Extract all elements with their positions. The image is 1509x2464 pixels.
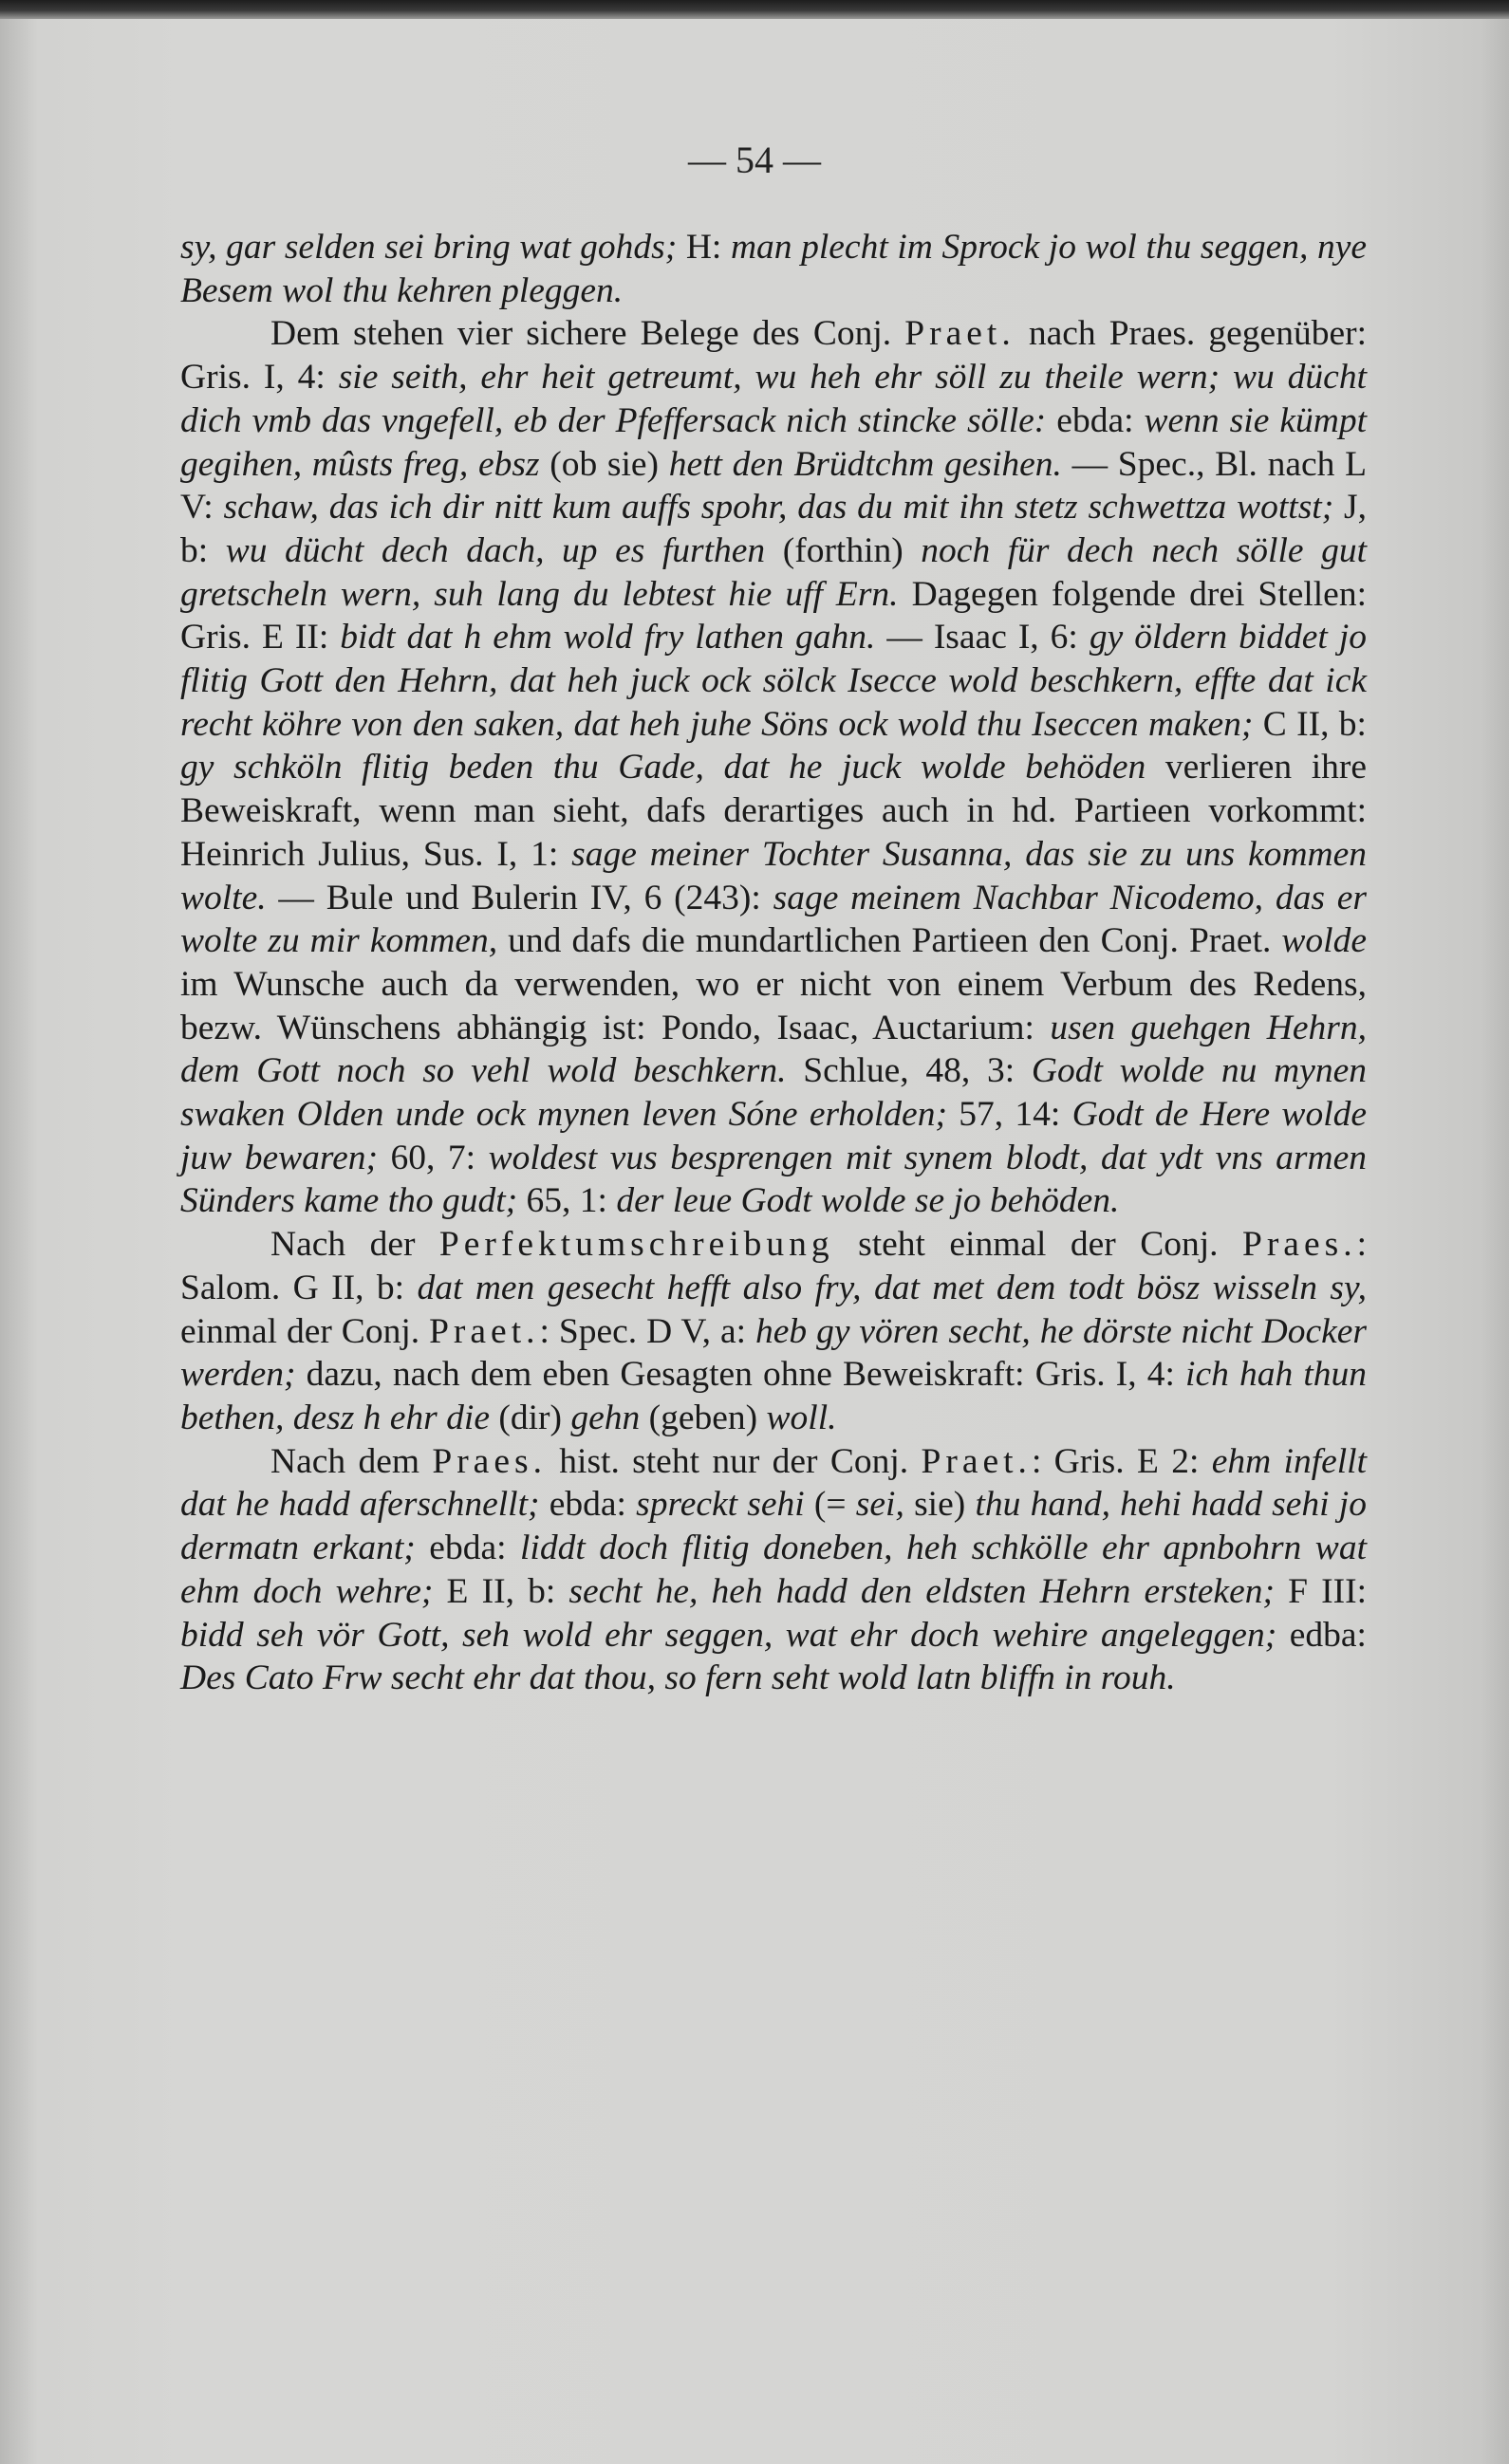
text-run: einmal der Conj. xyxy=(180,1311,430,1351)
italic-run: Godt de Here wolde juw bewaren; xyxy=(180,1095,1368,1177)
italic-run: bidt dat h ehm wold fry lathen gahn. xyxy=(340,618,876,658)
italic-run: sage meinem Nachbar Nicodemo, das er wolte zu mir kommen, xyxy=(180,878,1367,961)
italic-run: der leue Godt wolde se jo behöden. xyxy=(616,1181,1120,1221)
text-run: J, b: xyxy=(180,488,1367,570)
italic-run: usen guehgen Hehrn, dem Gott noch so vehl wold beschkern. xyxy=(180,1008,1367,1091)
spaced-run: Praes. xyxy=(432,1441,547,1481)
italic-run: wu dücht dech dach, up es furthen xyxy=(225,530,766,570)
text-run: Dem stehen vier sichere Belege des Conj. xyxy=(270,314,905,354)
text-run: ebda: xyxy=(415,1528,521,1568)
spaced-run: Praes. xyxy=(1241,1225,1357,1265)
text-run: (geben) xyxy=(640,1398,767,1437)
italic-run: secht he, heh hadd den eldsten Hehrn ersteken; xyxy=(568,1571,1275,1611)
italic-run: man plecht im Sprock jo wol thu seggen, nye Besem wol thu kehren pleggen. xyxy=(180,228,1368,310)
text-run: nach Praes. gegenüber: Gris. I, 4: xyxy=(180,314,1367,398)
text-run: Dagegen folgende drei Stellen: Gris. E II: xyxy=(180,574,1367,658)
italic-run: gy schköln flitig beden thu Gade, dat he juck wolde behöden xyxy=(180,748,1146,787)
spaced-run: Praet. xyxy=(429,1311,540,1351)
italic-run: Godt wolde nu mynen swaken Olden unde ock mynen leven Sóne erholden; xyxy=(180,1051,1367,1135)
italic-run: liddt doch flitig doneben, heh schkölle ehr apnbohrn wat ehm doch wehre; xyxy=(180,1528,1367,1611)
text-run: (= xyxy=(804,1485,856,1525)
paragraph xyxy=(180,1440,1367,1700)
italic-run: dat men gesecht hefft also fry, dat met dem todt bösz wisseln sy, xyxy=(417,1268,1367,1307)
text-run: verlieren ihre Beweiskraft, wenn man sieht, dafs derartiges auch in hd. Partieen vorkommt: Heinrich Julius, Sus. I, 1: xyxy=(180,748,1367,874)
text-run: — Spec., Bl. nach L V: xyxy=(180,444,1367,528)
text-run: — Isaac I, 6: xyxy=(875,618,1090,658)
text-run: C II, b: xyxy=(1253,704,1367,744)
text-run: ebda: xyxy=(1046,400,1145,440)
text-run: ebda: xyxy=(539,1485,637,1525)
text-run: : Salom. G II, b: xyxy=(180,1225,1367,1307)
paragraph xyxy=(180,1223,1367,1440)
text-run: Nach dem xyxy=(270,1441,433,1481)
text-run: : Spec. D V, a: xyxy=(539,1311,755,1351)
italic-run: ehm infellt dat he hadd aferschnellt; xyxy=(180,1441,1368,1525)
text-run: : Gris. E 2: xyxy=(1031,1441,1212,1481)
text-run: und dafs die mundartlichen Partieen den Conj. Praet. xyxy=(497,921,1282,961)
italic-run: wolde xyxy=(1281,921,1367,961)
paragraph xyxy=(180,312,1367,1223)
italic-run: heb gy vören secht, he dörste nicht Docker werden; xyxy=(180,1311,1367,1395)
italic-run: hett den Brüdtchm gesihen. xyxy=(668,444,1062,484)
italic-run: gehn xyxy=(570,1398,641,1437)
text-run: im Wunsche auch da verwenden, wo er nicht von einem Verbum des Redens, bezw. Wünschens abhängig ist: Pondo, Isaac, Auctarium: xyxy=(180,964,1367,1047)
italic-run: sage meiner Tochter Susanna, das sie zu uns kommen wolte. xyxy=(180,834,1367,917)
italic-run: sie seith, ehr heit getreumt, wu heh ehr söll zu theile wern; wu dücht dich vmb das vngefell, eb der Pfeffersack nich stincke sölle: xyxy=(180,358,1367,440)
italic-run: spreckt sehi xyxy=(636,1485,805,1525)
text-run: 60, 7: xyxy=(377,1138,489,1177)
text-run: sie) xyxy=(904,1485,976,1525)
italic-run: thu hand, hehi hadd sehi jo dermatn erkant; xyxy=(180,1485,1367,1568)
text-run: (dir) xyxy=(489,1398,571,1437)
text-run: Nach der xyxy=(270,1225,439,1265)
spaced-run: Praet. xyxy=(904,314,1015,354)
text-run: — Bule und Bulerin IV, 6 (243): xyxy=(266,878,773,917)
italic-run: noch für dech nech sölle gut gretscheln wern, suh lang du lebtest hie uff Ern. xyxy=(180,530,1367,614)
text-run: H: xyxy=(677,228,731,267)
spaced-run: Perfektumschreibung xyxy=(438,1225,834,1265)
text-run: 57, 14: xyxy=(946,1095,1072,1135)
italic-run: sei, xyxy=(855,1485,904,1525)
text-run: edba: xyxy=(1276,1615,1367,1655)
italic-run: sy, gar selden sei bring wat gohds; xyxy=(180,228,678,267)
text-run: E II, b: xyxy=(433,1571,569,1611)
text-run: steht einmal der Conj. xyxy=(833,1225,1242,1265)
italic-run: gy öldern biddet jo flitig Gott den Hehrn, dat heh juck ock sölck Isecce wold beschkern, effte dat ick recht köhre von den saken, dat heh juhe Söns ock wold thu Iseccen maken; xyxy=(180,618,1368,744)
scan-edge xyxy=(0,0,1509,19)
italic-run: bidd seh vör Gott, seh wold ehr seggen, wat ehr doch wehire angeleggen; xyxy=(180,1615,1277,1655)
text-run: 65, 1: xyxy=(517,1181,617,1221)
italic-run: Des Cato Frw secht ehr dat thou, so fern seht wold latn bliffn in rouh. xyxy=(180,1658,1176,1698)
text-run: F III: xyxy=(1274,1571,1367,1611)
italic-run: ich hah thun bethen, desz h ehr die xyxy=(180,1355,1367,1437)
page-number: — 54 — xyxy=(688,139,821,181)
italic-run: woldest vus besprengen mit synem blodt, dat ydt vns armen Sünders kame tho gudt; xyxy=(180,1138,1368,1221)
text-run: (ob sie) xyxy=(539,444,669,484)
text-run: Schlue, 48, 3: xyxy=(786,1051,1032,1091)
text-run: hist. steht nur der Conj. xyxy=(546,1441,922,1481)
italic-run: woll. xyxy=(766,1398,837,1437)
italic-run: wenn sie kümpt gegihen, mûsts freg, ebsz xyxy=(180,400,1367,484)
body-text xyxy=(180,226,1367,1700)
text-run: (forthin) xyxy=(765,530,922,570)
text-run: dazu, nach dem eben Gesagten ohne Beweiskraft: Gris. I, 4: xyxy=(295,1355,1186,1395)
spaced-run: Praet. xyxy=(921,1441,1032,1481)
paragraph xyxy=(180,226,1367,312)
italic-run: schaw, das ich dir nitt kum auffs spohr, das du mit ihn stetz schwettza wottst; xyxy=(223,488,1334,528)
